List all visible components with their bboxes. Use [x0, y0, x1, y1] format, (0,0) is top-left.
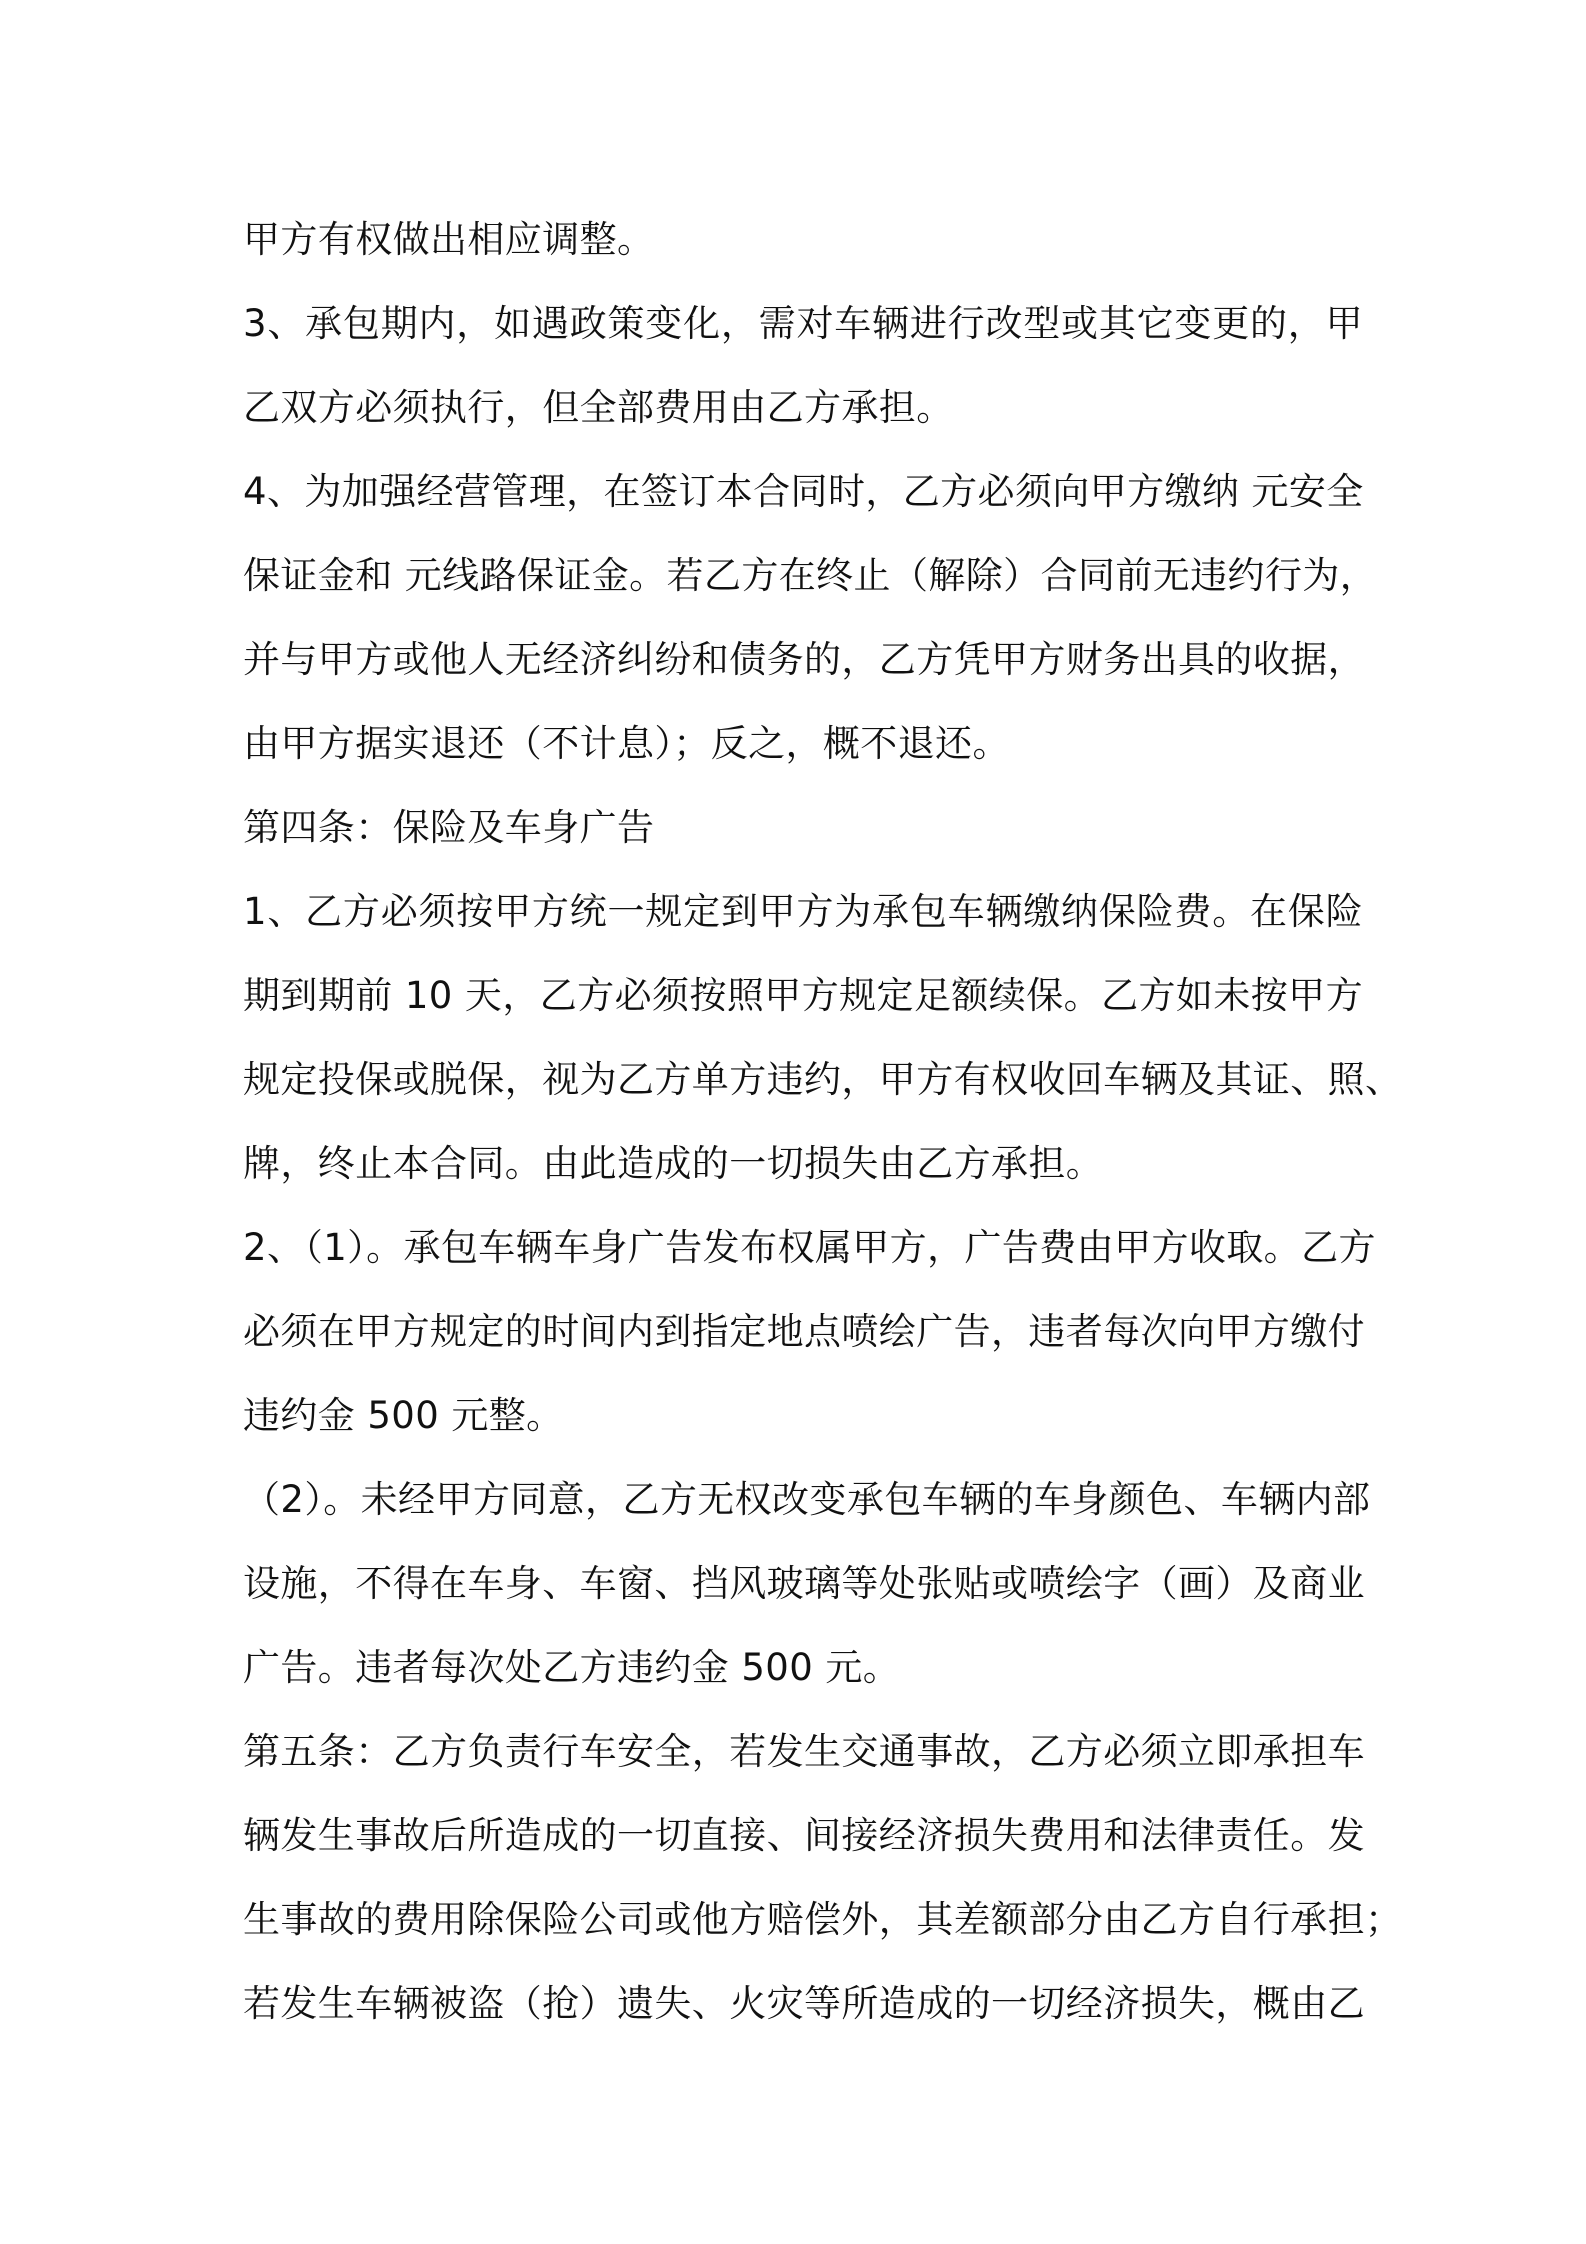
text-line: 设施，不得在车身、车窗、挡风玻璃等处张贴或喷绘字（画）及商业: [243, 1562, 1365, 1605]
text-line: 生事故的费用除保险公司或他方赔偿外，其差额部分由乙方自行承担；: [243, 1898, 1403, 1941]
text-line: 2、（1）。承包车辆车身广告发布权属甲方，广告费由甲方收取。乙方: [243, 1226, 1376, 1269]
text-line: （2）。未经甲方同意，乙方无权改变承包车辆的车身颜色、车辆内部: [243, 1478, 1371, 1521]
text-line: 牌，终止本合同。由此造成的一切损失由乙方承担。: [243, 1142, 1104, 1185]
text-line: 甲方有权做出相应调整。: [243, 218, 655, 261]
text-line: 规定投保或脱保，视为乙方单方违约，甲方有权收回车辆及其证、照、: [243, 1058, 1403, 1101]
text-line: 保证金和 元线路保证金。若乙方在终止（解除）合同前无违约行为，: [243, 554, 1378, 597]
text-line: 由甲方据实退还（不计息）；反之，概不退还。: [243, 722, 1010, 765]
text-line: 并与甲方或他人无经济纠纷和债务的，乙方凭甲方财务出具的收据，: [243, 638, 1365, 681]
text-line: 1、乙方必须按甲方统一规定到甲方为承包车辆缴纳保险费。在保险: [243, 890, 1363, 933]
text-line: 3、承包期内，如遇政策变化，需对车辆进行改型或其它变更的，甲: [243, 302, 1363, 345]
text-line: 违约金 500 元整。: [243, 1394, 564, 1437]
text-line: 乙双方必须执行，但全部费用由乙方承担。: [243, 386, 954, 429]
text-line: 期到期前 10 天，乙方必须按照甲方规定足额续保。乙方如未按甲方: [243, 974, 1363, 1017]
text-line: 必须在甲方规定的时间内到指定地点喷绘广告，违者每次向甲方缴付: [243, 1310, 1365, 1353]
document-body: [243, 198, 1403, 2046]
text-line: 广告。违者每次处乙方违约金 500 元。: [243, 1646, 901, 1689]
text-line: 辆发生事故后所造成的一切直接、间接经济损失费用和法律责任。发: [243, 1814, 1365, 1857]
section-heading: 第四条：保险及车身广告: [243, 806, 655, 849]
text-line: 若发生车辆被盗（抢）遗失、火灾等所造成的一切经济损失，概由乙: [243, 1982, 1365, 2025]
section-heading: 第五条：乙方负责行车安全，若发生交通事故，乙方必须立即承担车: [243, 1730, 1365, 1773]
text-line: 4、为加强经营管理，在签订本合同时，乙方必须向甲方缴纳 元安全: [243, 470, 1364, 513]
